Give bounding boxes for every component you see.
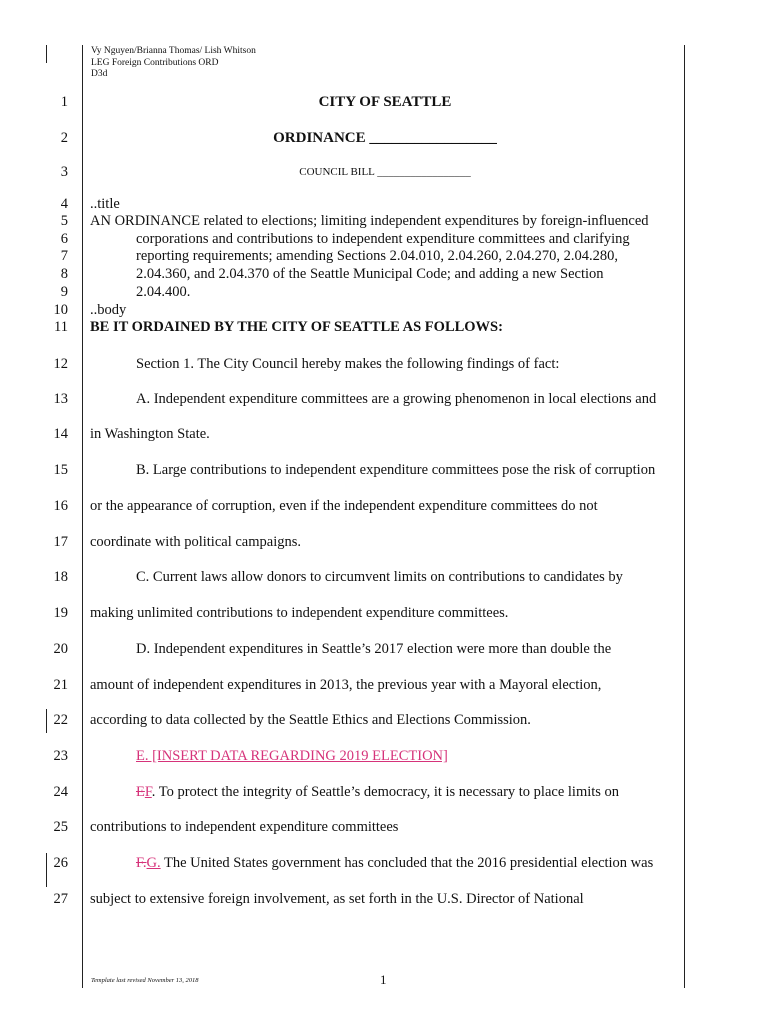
line-number: 12 [53, 356, 68, 372]
line-number: 8 [60, 266, 68, 282]
ordinance-title: ORDINANCE _________________ [273, 130, 497, 146]
finding-d: D. Independent expenditures in Seattle’s 2017 election were more than double the [136, 641, 612, 657]
ordinance-description: 2.04.400. [136, 284, 191, 300]
document-header [91, 46, 256, 81]
finding-g-cont: subject to extensive foreign involvement, as set forth in the U.S. Director of National [90, 891, 584, 907]
inserted-text: F [144, 784, 152, 800]
left-margin-rule [82, 45, 83, 988]
right-margin-rule [684, 45, 685, 988]
line-number: 2 [60, 130, 68, 146]
section-heading: Section 1. The City Council hereby makes the following findings of fact: [136, 356, 560, 372]
finding-f-cont: contributions to independent expenditure committees [90, 819, 399, 835]
finding-d-cont: amount of independent expenditures in 2013, the previous year with a Mayoral election, [90, 677, 602, 693]
line-number: 16 [53, 498, 68, 514]
deleted-text: E [136, 784, 145, 800]
ordinance-description: AN ORDINANCE related to elections; limiting independent expenditures by foreign-influenced [90, 213, 649, 229]
finding-b-cont: coordinate with political campaigns. [90, 534, 301, 550]
line-number: 26 [53, 855, 68, 871]
line-number: 23 [53, 748, 68, 764]
deleted-text: F. [136, 855, 147, 871]
change-bar-top [46, 45, 47, 63]
title-tag: ..title [90, 196, 120, 212]
ordinance-description: 2.04.360, and 2.04.370 of the Seattle Municipal Code; and adding a new Section [136, 266, 604, 282]
line-number: 10 [53, 302, 68, 318]
line-number: 13 [53, 391, 68, 407]
line-number: 21 [53, 677, 68, 693]
line-number: 4 [60, 196, 68, 212]
line-number: 22 [53, 712, 68, 728]
finding-e-insertion: E. [INSERT DATA REGARDING 2019 ELECTION] [136, 748, 448, 764]
finding-c-cont: making unlimited contributions to independent expenditure committees. [90, 605, 509, 621]
line-number: 6 [60, 231, 68, 247]
inserted-text: G. [146, 855, 161, 871]
line-number: 17 [53, 534, 68, 550]
council-bill-line: COUNCIL BILL _________________ [299, 166, 471, 178]
line-number: 19 [53, 605, 68, 621]
line-number: 15 [53, 462, 68, 478]
line-number: 9 [60, 284, 68, 300]
line-number: 25 [53, 819, 68, 835]
template-revision-note: Template last revised November 13, 2018 [91, 977, 199, 984]
header-authors: Vy Nguyen/Brianna Thomas/ Lish Whitson [91, 46, 256, 56]
line-number: 1 [60, 94, 68, 110]
finding-a-cont: in Washington State. [90, 426, 210, 442]
line-number: 24 [53, 784, 68, 800]
finding-c: C. Current laws allow donors to circumvent limits on contributions to candidates by [136, 569, 623, 585]
city-title: CITY OF SEATTLE [318, 94, 452, 110]
line-number: 20 [53, 641, 68, 657]
finding-a: A. Independent expenditure committees are a growing phenomenon in local elections and [136, 391, 657, 407]
body-tag: ..body [90, 302, 127, 318]
line-number: 18 [53, 569, 68, 585]
page-number: 1 [380, 972, 387, 987]
line-number: 14 [53, 426, 68, 442]
ordinance-description: reporting requirements; amending Sections 2.04.010, 2.04.260, 2.04.270, 2.04.280, [136, 248, 619, 264]
finding-f-text: . To protect the integrity of Seattle’s democracy, it is necessary to place limits on [151, 784, 620, 800]
line-number: 11 [54, 319, 68, 335]
finding-g [136, 855, 653, 872]
finding-b: B. Large contributions to independent expenditure committees pose the risk of corruption [136, 462, 656, 478]
finding-d-cont: according to data collected by the Seattle Ethics and Elections Commission. [90, 712, 531, 728]
header-version: D3d [91, 69, 108, 79]
finding-g-text: The United States government has concluded that the 2016 presidential election was [160, 855, 654, 871]
line-number: 27 [53, 891, 68, 907]
line-number: 3 [60, 164, 68, 180]
header-title: LEG Foreign Contributions ORD [91, 57, 219, 68]
line-number: 7 [60, 248, 68, 264]
finding-b-cont: or the appearance of corruption, even if the independent expenditure committees do not [90, 498, 598, 514]
finding-f [136, 784, 619, 801]
enacting-clause: BE IT ORDAINED BY THE CITY OF SEATTLE AS FOLLOWS: [90, 319, 503, 335]
line-number: 5 [60, 213, 68, 229]
ordinance-description: corporations and contributions to independent expenditure committees and clarifying [136, 231, 630, 247]
